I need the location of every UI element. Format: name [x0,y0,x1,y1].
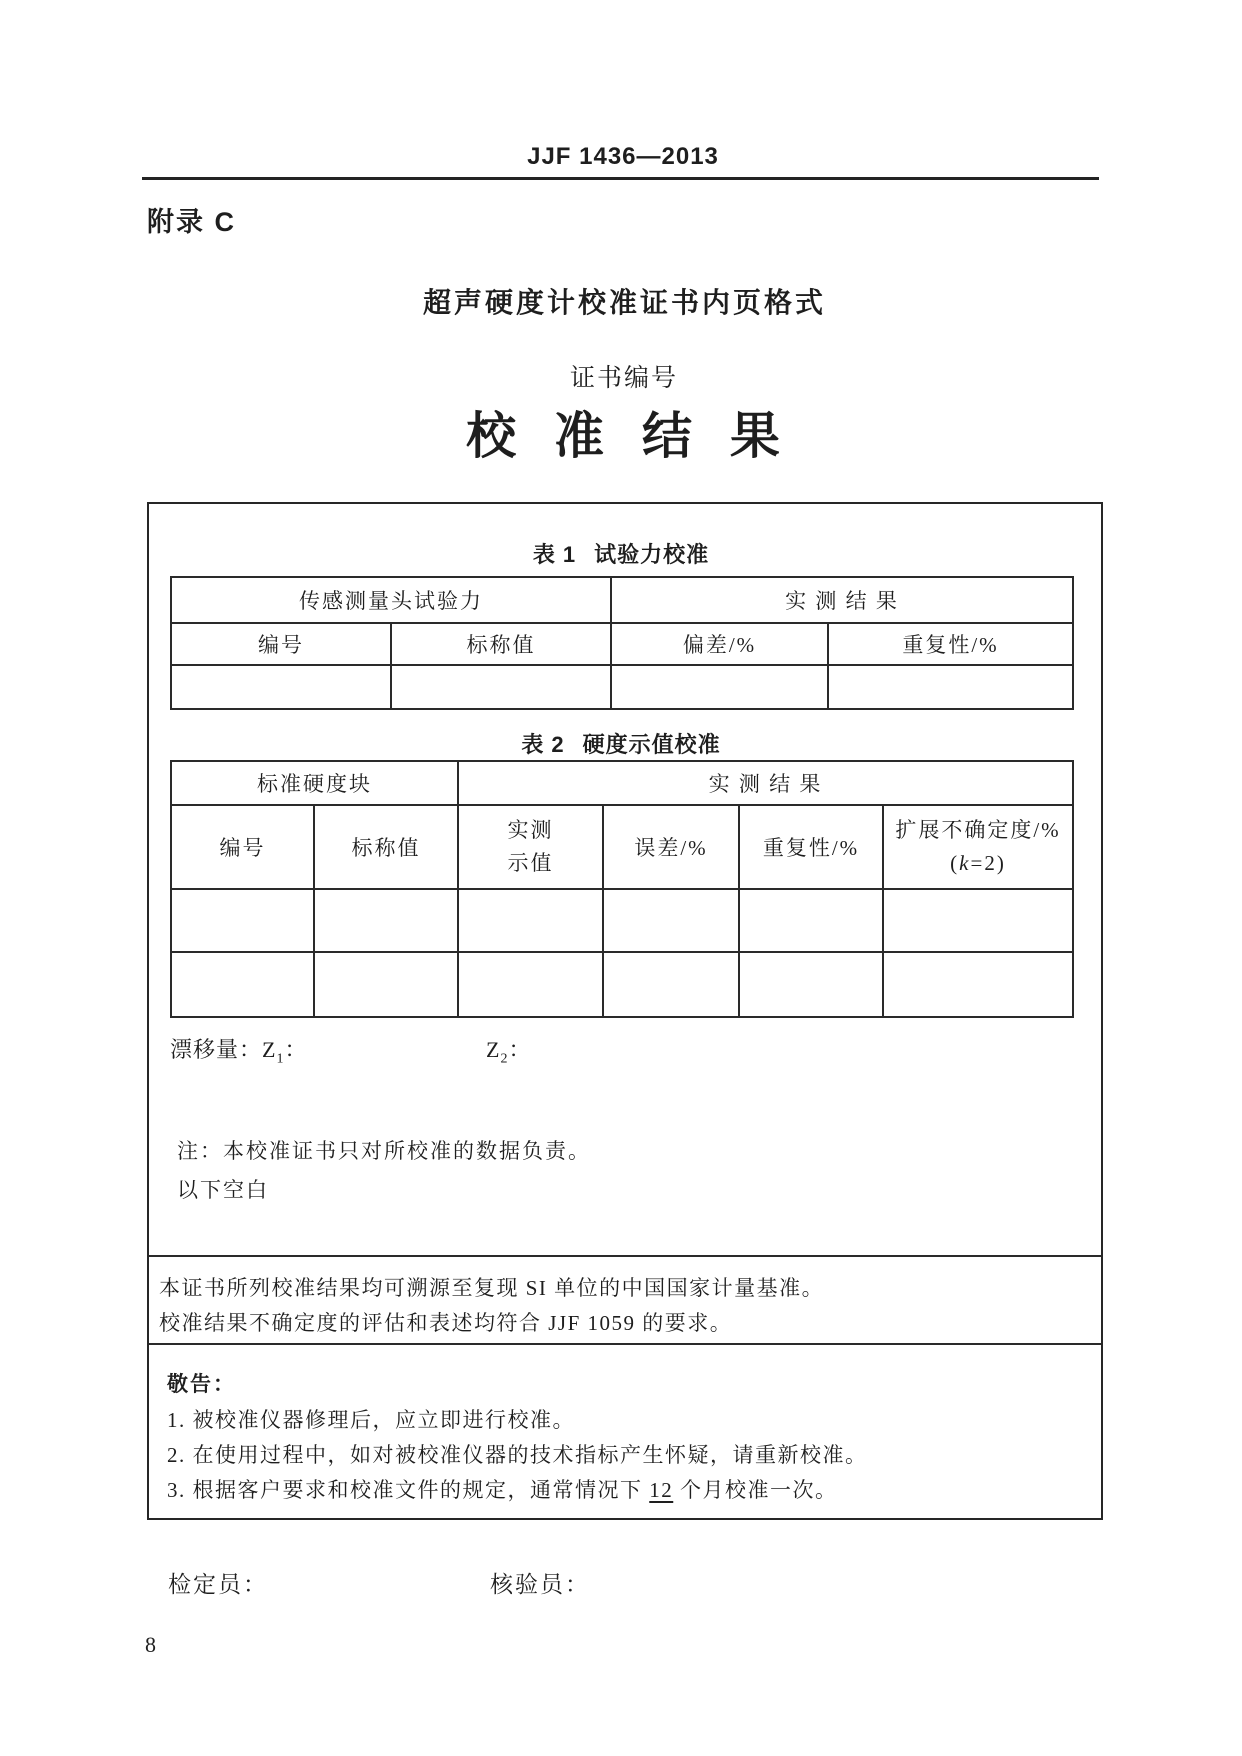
table1-empty-cell [828,665,1073,709]
table1-caption [170,538,1072,569]
notice-item-3-underlined-months: 12 [649,1478,674,1502]
table2-column-header-repeatability: 重复性/% [739,805,883,889]
table1-column-header-nominal: 标称值 [391,623,611,665]
main-title: 校 准 结 果 [466,408,792,464]
table1-caption-number: 表 1 [532,542,577,567]
table1-group-header-sensor-force: 传感测量头试验力 [171,577,611,623]
results-box [147,502,1103,1520]
measured-value-line2: 示值 [507,851,554,875]
note-line: 注：本校准证书只对所校准的数据负责。 [177,1139,591,1163]
table1-column-header-deviation: 偏差/% [611,623,828,665]
page-number: 8 [145,1632,156,1657]
table2-group-header-measured-results: 实 测 结 果 [458,761,1073,805]
notice-item-3 [167,1474,1087,1504]
table2-caption-text: 硬度示值校准 [582,732,721,757]
table2-empty-cell [171,952,314,1017]
traceability-line-1: 本证书所列校准结果均可溯源至复现 SI 单位的中国国家计量基准。 [159,1276,825,1300]
table1-empty-cell [171,665,391,709]
table2-column-header-serial: 编号 [171,805,314,889]
notice-title: 敬告： [167,1373,236,1396]
table1-column-header-repeatability: 重复性/% [828,623,1073,665]
table1-empty-cell [611,665,828,709]
table1-group-header-measured-results: 实 测 结 果 [611,577,1073,623]
table2-empty-cell [458,952,603,1017]
document-title: 超声硬度计校准证书内页格式 [422,287,826,318]
notice-item-3-prefix: 3. 根据客户要求和校准文件的规定，通常情况下 [167,1478,650,1502]
blank-below-line: 以下空白 [177,1178,269,1202]
table2-empty-cell [883,952,1073,1017]
drift-line [170,1033,1072,1067]
table2-group-header-standard-block: 标准硬度块 [171,761,458,805]
z1-label: $Z_1$： [262,1037,308,1067]
notice-item-3-suffix: 个月校准一次。 [673,1478,838,1502]
table1-test-force [170,576,1074,710]
table2-empty-cell [883,889,1073,952]
table2-empty-cell [739,889,883,952]
table2-caption-number: 表 2 [521,732,565,757]
measured-value-line1: 实测 [507,818,554,843]
section-divider-2 [149,1343,1101,1345]
table2-hardness-indication [170,760,1074,1018]
header-rule [142,177,1099,180]
standard-code: JJF 1436—2013 [527,143,719,170]
table2-empty-cell [458,889,603,952]
uncertainty-line2: (k=2) [950,851,1006,875]
checker-label: 核验员： [490,1572,590,1597]
table2-column-header-measured-value [458,805,603,889]
table1-column-header-serial: 编号 [171,623,391,665]
table2-empty-cell [314,952,458,1017]
traceability-line-2: 校准结果不确定度的评估和表述均符合 JJF 1059 的要求。 [159,1311,733,1335]
z2-label: $Z_2$： [486,1037,532,1067]
table2-column-header-expanded-uncertainty [883,805,1073,889]
table2-column-header-nominal: 标称值 [314,805,458,889]
uncertainty-line1: 扩展不确定度/% [895,818,1061,843]
notice-item-2: 2. 在使用过程中，如对被校准仪器的技术指标产生怀疑，请重新校准。 [167,1443,868,1467]
notice-item-1: 1. 被校准仪器修理后，应立即进行校准。 [167,1408,575,1432]
verifier-label: 检定员： [168,1572,268,1597]
certificate-number-label: 证书编号 [569,365,678,392]
table1-caption-text: 试验力校准 [594,542,710,567]
table1-empty-cell [391,665,611,709]
table2-empty-cell [603,889,739,952]
appendix-label: 附录 C [147,207,236,237]
table2-caption [170,728,1072,759]
section-divider-1 [149,1255,1101,1257]
table2-column-header-error: 误差/% [603,805,739,889]
table2-empty-cell [171,889,314,952]
table2-empty-cell [314,889,458,952]
drift-label: 漂移量： [170,1037,263,1062]
table2-empty-cell [739,952,883,1017]
table2-empty-cell [603,952,739,1017]
